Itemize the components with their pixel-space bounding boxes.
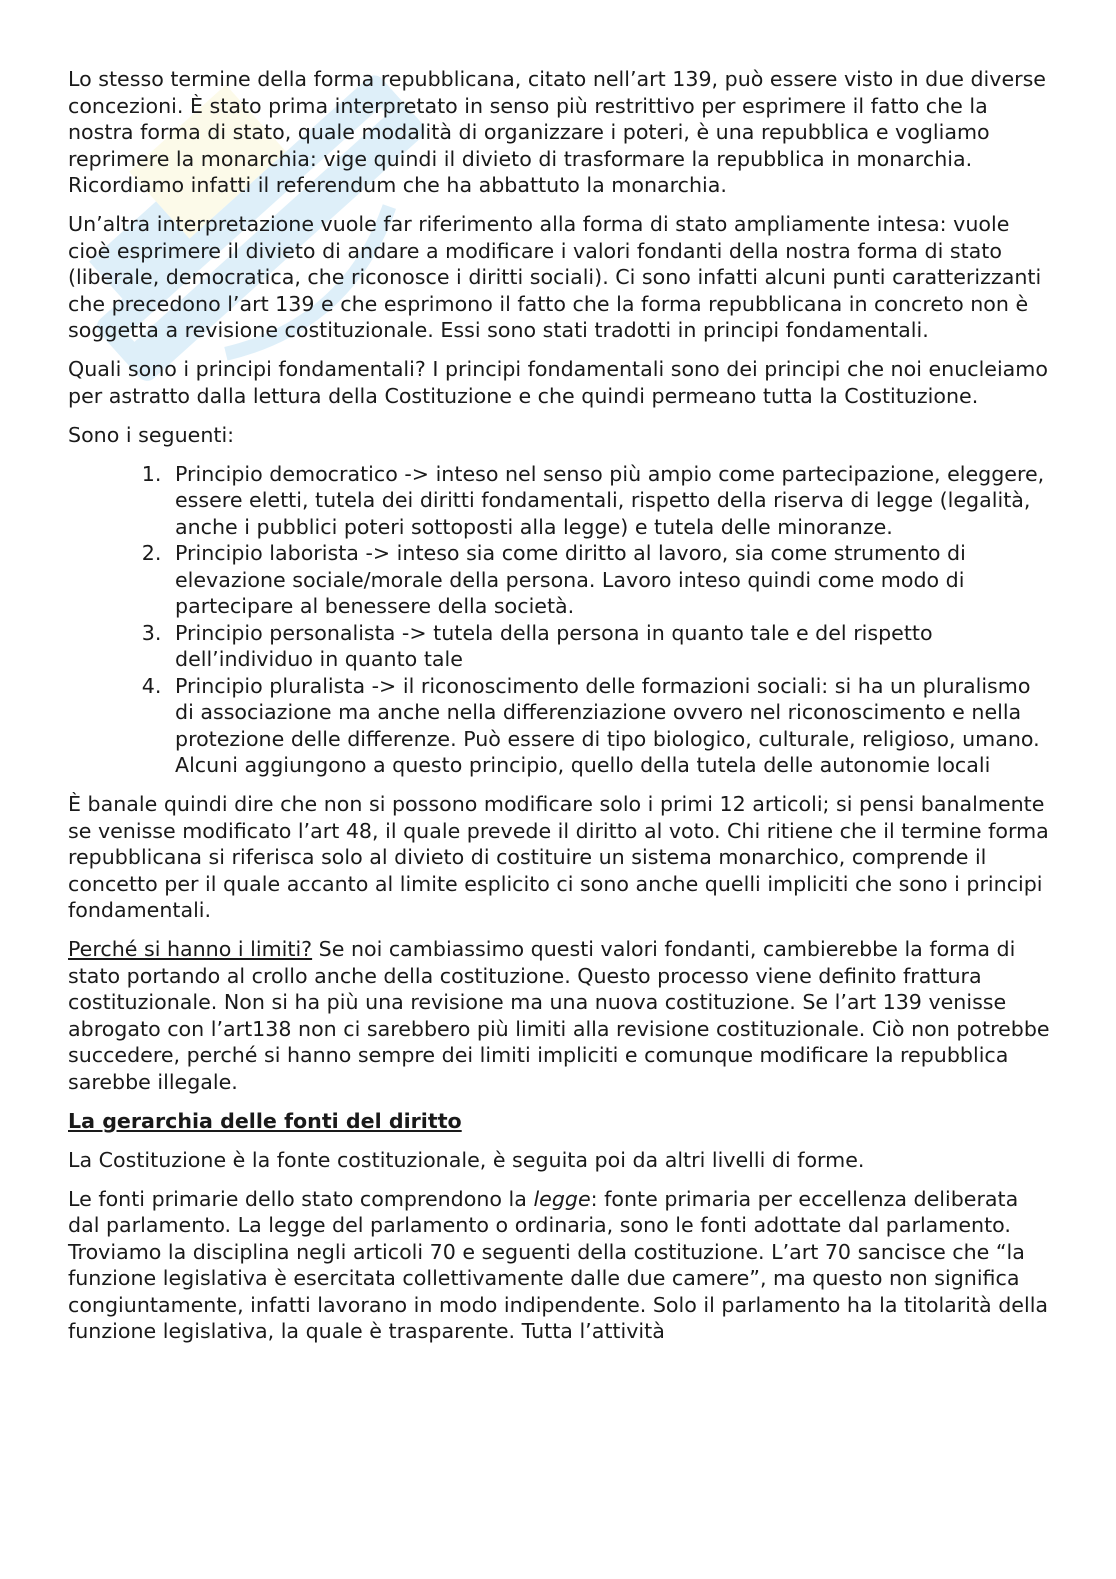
- document-body: [68, 66, 1053, 1357]
- paragraph-perche-limiti-text: Se noi cambiassimo questi valori fondanti, cambierebbe la forma di stato portando al crollo anche della costituzione. Questo processo viene definito frattura costituzionale. Non si ha più una revisione ma una nuova costituzione. Se l’art 139 venisse abrogato con l’art138 non ci sarebbero più limiti alla revisione costituzionale. Ciò non potrebbe succedere, perché si hanno sempre dei limiti impliciti e comunque modificare la repubblica sarebbe illegale.: [68, 937, 1050, 1094]
- question-perche-limiti: Perché si hanno i limiti?: [68, 937, 313, 961]
- fonti-primarie-rest: : fonte primaria per eccellenza deliberata dal parlamento. La legge del parlamento o ordinaria, sono le fonti adottate dal parlamento. Troviamo la disciplina negli articoli 70 e seguenti della costituzione. L’art 70 sancisce che “la funzione legislativa è esercitata collettivamente dalle due camere”, ma questo non significa congiuntamente, infatti lavorano in modo indipendente. Solo il parlamento ha la titolarità della funzione legislativa, la quale è trasparente. Tutta l’attività: [68, 1186, 1049, 1343]
- list-item-pluralista: 4. Principio pluralista -> il riconoscimento delle formazioni sociali: si ha un pluralismo di associazione ma anche nella differenziazione ovvero nel riconoscimento e nella protezione delle differenze. Può essere di tipo biologico, culturale, religioso, umano. Alcuni aggiungono a questo principio, quello della tutela delle autonomie locali: [168, 673, 1053, 779]
- paragraph-principi-fondamentali: Quali sono i principi fondamentali? I principi fondamentali sono dei principi che noi enucleiamo per astratto dalla lettura della Costituzione e che quindi permeano tutta la Costituzione.: [68, 357, 1048, 408]
- paragraph-perche-limiti: [68, 936, 1053, 1095]
- list-item-laborista: 2. Principio laborista -> inteso sia come diritto al lavoro, sia come strumento di elevazione sociale/morale della persona. Lavoro inteso quindi come modo di partecipare al benessere della società.: [168, 540, 1053, 620]
- paragraph-banale: È banale quindi dire che non si possono modificare solo i primi 12 articoli; si pensi banalmente se venisse modificato l’art 48, il quale prevede il diritto al voto. Chi ritiene che il termine forma repubblicana si riferisca solo al divieto di costituire un sistema monarchico, comprende il concetto per il quale accanto al limite esplicito ci sono anche quelli impliciti che sono i principi fondamentali.: [68, 792, 1049, 922]
- paragraph-altra-interpretazione: Un’altra interpretazione vuole far riferimento alla forma di stato ampliamente intesa: vuole cioè esprimere il divieto di andare a modificare i valori fondanti della nostra forma di stato (liberale, democratica, che riconosce i diritti sociali). Ci sono infatti alcuni punti caratterizzanti che precedono l’art 139 e che esprimono il fatto che la forma repubblicana in concreto non è soggetta a revisione costituzionale. Essi sono stati tradotti in principi fondamentali.: [68, 212, 1042, 342]
- fonti-primarie-start: Le fonti primarie dello stato comprendono la: [68, 1186, 534, 1211]
- list-item-democratico: 1. Principio democratico -> inteso nel senso più ampio come partecipazione, eleggere, essere eletti, tutela dei diritti fondamentali, rispetto della riserva di legge (legalità, anche i pubblici poteri sottoposti alla legge) e tutela delle minoranze.: [168, 461, 1053, 541]
- paragraph-fonti-primarie: [68, 1186, 1053, 1345]
- principles-list: [68, 461, 1053, 779]
- paragraph-forma-repubblicana: Lo stesso termine della forma repubblicana, citato nell’art 139, può essere visto in due diverse concezioni. È stato prima interpretato in senso più restrittivo per esprimere il fatto che la nostra forma di stato, quale modalità di organizzare i poteri, è una repubblica e vogliamo reprimere la monarchia: vige quindi il divieto di trasformare la repubblica in monarchia. Ricordiamo infatti il referendum che ha abbattuto la monarchia.: [68, 67, 1046, 197]
- list-item-personalista: 3. Principio personalista -> tutela della persona in quanto tale e del rispetto dell’individuo in quanto tale: [168, 620, 1053, 673]
- paragraph-costituzione-fonte: La Costituzione è la fonte costituzionale, è seguita poi da altri livelli di forme.: [68, 1147, 865, 1172]
- term-legge: legge: [533, 1186, 591, 1211]
- paragraph-sono-i-seguenti: Sono i seguenti:: [68, 422, 235, 447]
- section-heading-gerarchia-fonti: La gerarchia delle fonti del diritto: [68, 1108, 462, 1133]
